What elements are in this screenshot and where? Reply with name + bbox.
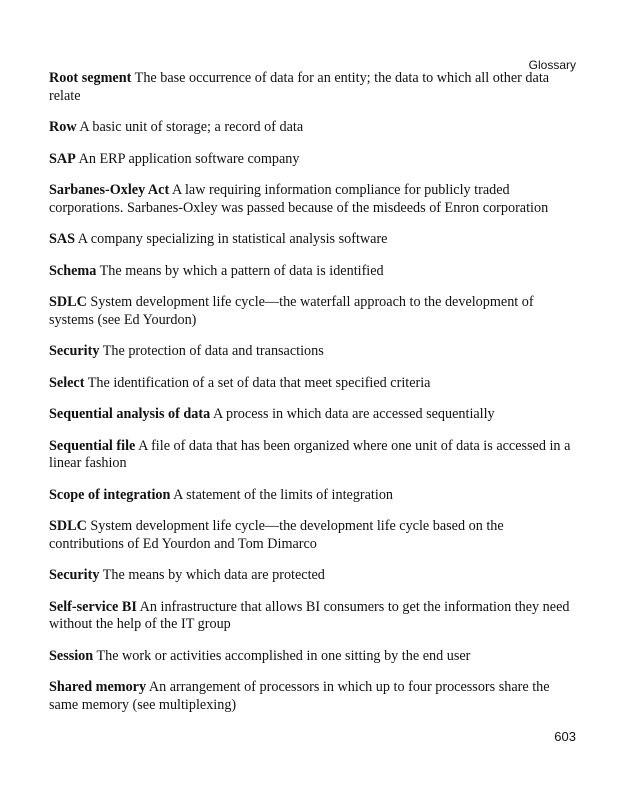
glossary-definition: An infrastructure that allows BI consumers to get the information they need without the help of the IT group bbox=[49, 598, 570, 632]
glossary-term: Security bbox=[49, 343, 100, 359]
glossary-term: Row bbox=[49, 119, 77, 135]
glossary-entry bbox=[49, 648, 574, 666]
glossary-entry bbox=[49, 599, 574, 634]
page-number: 603 bbox=[554, 729, 576, 744]
glossary-definition: An ERP application software company bbox=[78, 150, 300, 167]
glossary-term: SAS bbox=[49, 231, 76, 247]
glossary-definition: A basic unit of storage; a record of data bbox=[79, 119, 304, 135]
glossary-entries bbox=[49, 70, 574, 728]
glossary-definition: A file of data that has been organized where one unit of data is accessed in a linear fashion bbox=[49, 437, 571, 471]
glossary-entry bbox=[49, 487, 574, 505]
glossary-entry bbox=[49, 438, 574, 473]
glossary-entry bbox=[49, 518, 574, 553]
glossary-definition: The protection of data and transactions bbox=[102, 343, 324, 359]
glossary-definition: A company specializing in statistical analysis software bbox=[77, 231, 388, 247]
glossary-term: SDLC bbox=[49, 518, 87, 534]
glossary-entry bbox=[49, 70, 574, 105]
glossary-definition: System development life cycle—the development life cycle based on the contributions of Ed Yourdon and Tom Dimarco bbox=[49, 518, 504, 552]
glossary-definition: The means by which a pattern of data is identified bbox=[99, 262, 384, 279]
glossary-entry bbox=[49, 231, 574, 249]
glossary-definition: System development life cycle—the waterfall approach to the development of systems (see Ed Yourdon) bbox=[49, 294, 534, 328]
glossary-entry bbox=[49, 182, 574, 217]
glossary-term: Select bbox=[49, 374, 85, 391]
glossary-definition: An arrangement of processors in which up to four processors share the same memory (see multiplexing) bbox=[49, 679, 550, 713]
glossary-entry bbox=[49, 151, 574, 169]
glossary-term: Sequential analysis of data bbox=[49, 406, 211, 422]
glossary-term: Sequential file bbox=[49, 437, 136, 454]
glossary-definition: The means by which data are protected bbox=[102, 567, 325, 583]
glossary-term: Root segment bbox=[49, 70, 132, 86]
glossary-entry bbox=[49, 294, 574, 329]
glossary-term: Security bbox=[49, 567, 100, 583]
glossary-definition: The work or activities accomplished in one sitting by the end user bbox=[96, 647, 471, 664]
glossary-entry bbox=[49, 679, 574, 714]
glossary-term: Session bbox=[49, 647, 94, 664]
running-header: Glossary bbox=[528, 58, 576, 72]
glossary-entry bbox=[49, 375, 574, 393]
glossary-definition: A process in which data are accessed sequentially bbox=[212, 406, 495, 422]
glossary-entry bbox=[49, 343, 574, 361]
glossary-entry bbox=[49, 567, 574, 585]
glossary-definition: A statement of the limits of integration bbox=[173, 486, 394, 503]
glossary-entry bbox=[49, 119, 574, 137]
glossary-term: Schema bbox=[49, 262, 97, 279]
glossary-term: SDLC bbox=[49, 294, 87, 310]
glossary-entry bbox=[49, 406, 574, 424]
glossary-term: SAP bbox=[49, 150, 76, 167]
glossary-entry bbox=[49, 263, 574, 281]
glossary-term: Self-service BI bbox=[49, 598, 137, 615]
glossary-definition: A law requiring information compliance for publicly traded corporations. Sarbanes-Oxley was passed because of the misdeeds of Enron corporation bbox=[49, 182, 549, 216]
glossary-definition: The identification of a set of data that meet specified criteria bbox=[87, 374, 431, 391]
glossary-term: Sarbanes-Oxley Act bbox=[49, 182, 170, 198]
glossary-term: Scope of integration bbox=[49, 486, 171, 503]
glossary-term: Shared memory bbox=[49, 679, 147, 695]
glossary-definition: The base occurrence of data for an entity; the data to which all other data relate bbox=[49, 70, 550, 104]
